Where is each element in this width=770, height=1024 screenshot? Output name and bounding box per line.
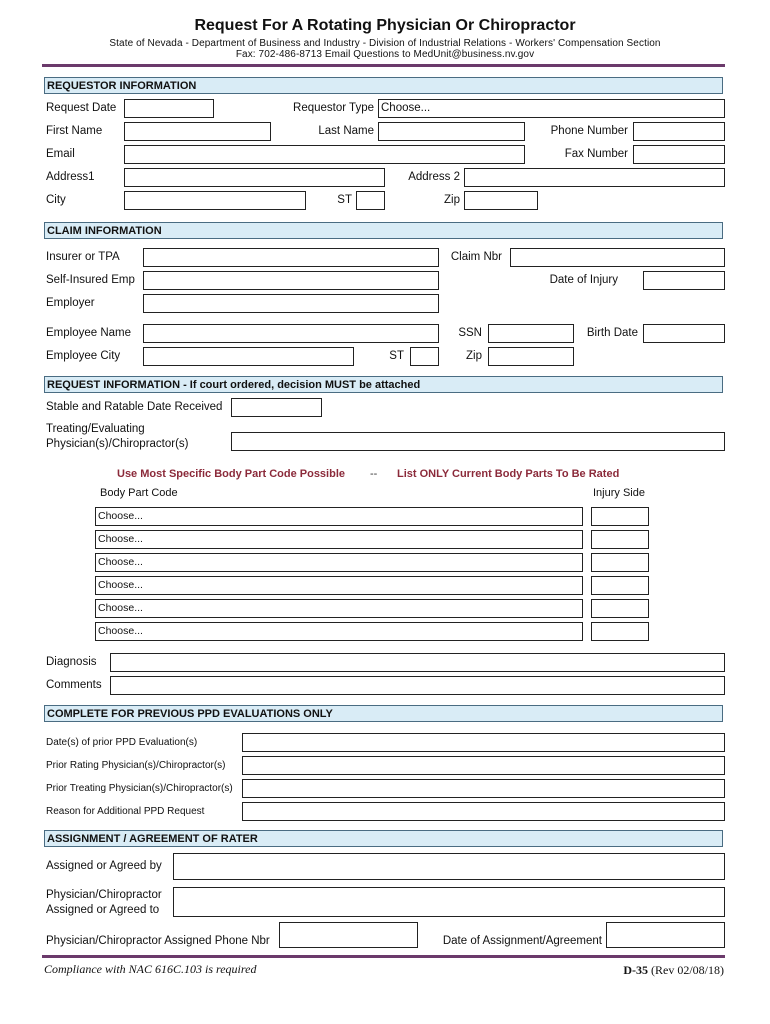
body-part-select-6[interactable]: Choose... xyxy=(95,622,583,641)
injury-side-select-4[interactable] xyxy=(591,576,649,595)
page-title: Request For A Rotating Physician Or Chiropractor xyxy=(194,17,576,34)
body-part-note-left: Use Most Specific Body Part Code Possible xyxy=(117,468,346,480)
first-name-label: First Name xyxy=(46,125,103,137)
phone-number-label: Phone Number xyxy=(550,125,628,137)
prior-rating-input[interactable] xyxy=(242,756,725,775)
section-previous-heading: COMPLETE FOR PREVIOUS PPD EVALUATIONS ONLY xyxy=(44,705,723,722)
injury-side-select-6[interactable] xyxy=(591,622,649,641)
ssn-input[interactable] xyxy=(488,324,574,343)
assignment-date-input[interactable] xyxy=(606,922,725,948)
date-of-injury-label: Date of Injury xyxy=(549,274,618,286)
form-revision-date: (Rev 02/08/18) xyxy=(651,963,724,977)
employee-zip-label: Zip xyxy=(466,350,482,362)
claim-nbr-label: Claim Nbr xyxy=(450,251,502,263)
prior-dates-input[interactable] xyxy=(242,733,725,752)
city-label: City xyxy=(46,194,66,206)
comments-input[interactable] xyxy=(110,676,725,695)
employee-name-input[interactable] xyxy=(143,324,439,343)
injury-side-select-2[interactable] xyxy=(591,530,649,549)
assigned-by-label: Assigned or Agreed by xyxy=(46,860,162,872)
body-part-code-label: Body Part Code xyxy=(100,487,178,499)
body-part-note-right: List ONLY Current Body Parts To Be Rated xyxy=(397,468,620,480)
self-insured-label: Self-Insured Emp xyxy=(46,274,135,286)
injury-side-select-3[interactable] xyxy=(591,553,649,572)
body-part-select-2[interactable]: Choose... xyxy=(95,530,583,549)
phone-nbr-input[interactable] xyxy=(279,922,418,948)
prior-treating-input[interactable] xyxy=(242,779,725,798)
section-request-heading: REQUEST INFORMATION - If court ordered, decision MUST be attached xyxy=(44,376,723,393)
employee-name-label: Employee Name xyxy=(46,327,132,339)
address2-label: Address 2 xyxy=(408,171,460,183)
city-input[interactable] xyxy=(124,191,306,210)
date-of-injury-input[interactable] xyxy=(643,271,725,290)
injury-side-label: Injury Side xyxy=(593,487,645,499)
address2-input[interactable] xyxy=(464,168,725,187)
treating-physician-input[interactable] xyxy=(231,432,725,451)
st-input[interactable] xyxy=(356,191,385,210)
zip-label: Zip xyxy=(444,194,460,206)
body-part-select-4[interactable]: Choose... xyxy=(95,576,583,595)
body-part-note-separator: -- xyxy=(370,468,378,480)
reason-label: Reason for Additional PPD Request xyxy=(46,806,205,817)
zip-input[interactable] xyxy=(464,191,538,210)
comments-label: Comments xyxy=(46,679,102,691)
injury-side-select-1[interactable] xyxy=(591,507,649,526)
form-id: D-35 xyxy=(623,963,648,977)
fax-number-label: Fax Number xyxy=(564,148,628,160)
insurer-label: Insurer or TPA xyxy=(46,251,120,263)
body-part-select-3[interactable]: Choose... xyxy=(95,553,583,572)
st-label: ST xyxy=(337,194,352,206)
email-input[interactable] xyxy=(124,145,525,164)
prior-dates-label: Date(s) of prior PPD Evaluation(s) xyxy=(46,737,198,748)
body-part-select-5[interactable]: Choose... xyxy=(95,599,583,618)
treating-label-line1: Treating/Evaluating xyxy=(46,423,145,435)
employee-st-label: ST xyxy=(389,350,404,362)
phone-number-input[interactable] xyxy=(633,122,725,141)
stable-date-label: Stable and Ratable Date Received xyxy=(46,401,223,413)
address1-label: Address1 xyxy=(46,171,95,183)
assignment-date-label: Date of Assignment/Agreement xyxy=(442,935,602,947)
employee-st-input[interactable] xyxy=(410,347,439,366)
claim-nbr-input[interactable] xyxy=(510,248,725,267)
prior-treating-label: Prior Treating Physician(s)/Chiropractor(s) xyxy=(46,783,233,794)
requestor-type-label: Requestor Type xyxy=(293,102,374,114)
stable-date-input[interactable] xyxy=(231,398,322,417)
header-rule xyxy=(42,64,725,67)
address1-input[interactable] xyxy=(124,168,385,187)
requestor-type-select[interactable]: Choose... xyxy=(378,99,725,118)
treating-label-line2: Physician(s)/Chiropractor(s) xyxy=(46,438,189,450)
request-date-label: Request Date xyxy=(46,102,117,114)
last-name-label: Last Name xyxy=(318,125,374,137)
assigned-by-input[interactable] xyxy=(173,853,725,880)
employee-city-input[interactable] xyxy=(143,347,354,366)
employee-zip-input[interactable] xyxy=(488,347,574,366)
birth-date-input[interactable] xyxy=(643,324,725,343)
email-label: Email xyxy=(46,148,75,160)
diagnosis-label: Diagnosis xyxy=(46,656,97,668)
insurer-input[interactable] xyxy=(143,248,439,267)
diagnosis-input[interactable] xyxy=(110,653,725,672)
reason-input[interactable] xyxy=(242,802,725,821)
section-claim-heading: CLAIM INFORMATION xyxy=(44,222,723,239)
page-subtitle: State of Nevada - Department of Business and Industry - Division of Industrial Relations - Workers' Compensation Section xyxy=(109,38,661,49)
request-date-input[interactable] xyxy=(124,99,214,118)
employer-input[interactable] xyxy=(143,294,439,313)
contact-line: Fax: 702-486-8713 Email Questions to MedUnit@business.nv.gov xyxy=(235,49,535,60)
body-part-select-1[interactable]: Choose... xyxy=(95,507,583,526)
self-insured-input[interactable] xyxy=(143,271,439,290)
phone-nbr-label: Physician/Chiropractor Assigned Phone Nbr xyxy=(46,935,270,947)
form-revision xyxy=(623,963,724,978)
physician-label-line2: Assigned or Agreed to xyxy=(46,904,160,916)
fax-number-input[interactable] xyxy=(633,145,725,164)
physician-assigned-input[interactable] xyxy=(173,887,725,917)
physician-label-line1: Physician/Chiropractor xyxy=(46,889,162,901)
footer-rule xyxy=(42,955,725,958)
first-name-input[interactable] xyxy=(124,122,271,141)
prior-rating-label: Prior Rating Physician(s)/Chiropractor(s) xyxy=(46,760,226,771)
employer-label: Employer xyxy=(46,297,95,309)
last-name-input[interactable] xyxy=(378,122,525,141)
section-requestor-heading: REQUESTOR INFORMATION xyxy=(44,77,723,94)
birth-date-label: Birth Date xyxy=(586,327,638,339)
ssn-label: SSN xyxy=(458,327,482,339)
section-assignment-heading: ASSIGNMENT / AGREEMENT OF RATER xyxy=(44,830,723,847)
injury-side-select-5[interactable] xyxy=(591,599,649,618)
compliance-note: Compliance with NAC 616C.103 is required xyxy=(44,962,257,976)
employee-city-label: Employee City xyxy=(46,350,121,362)
